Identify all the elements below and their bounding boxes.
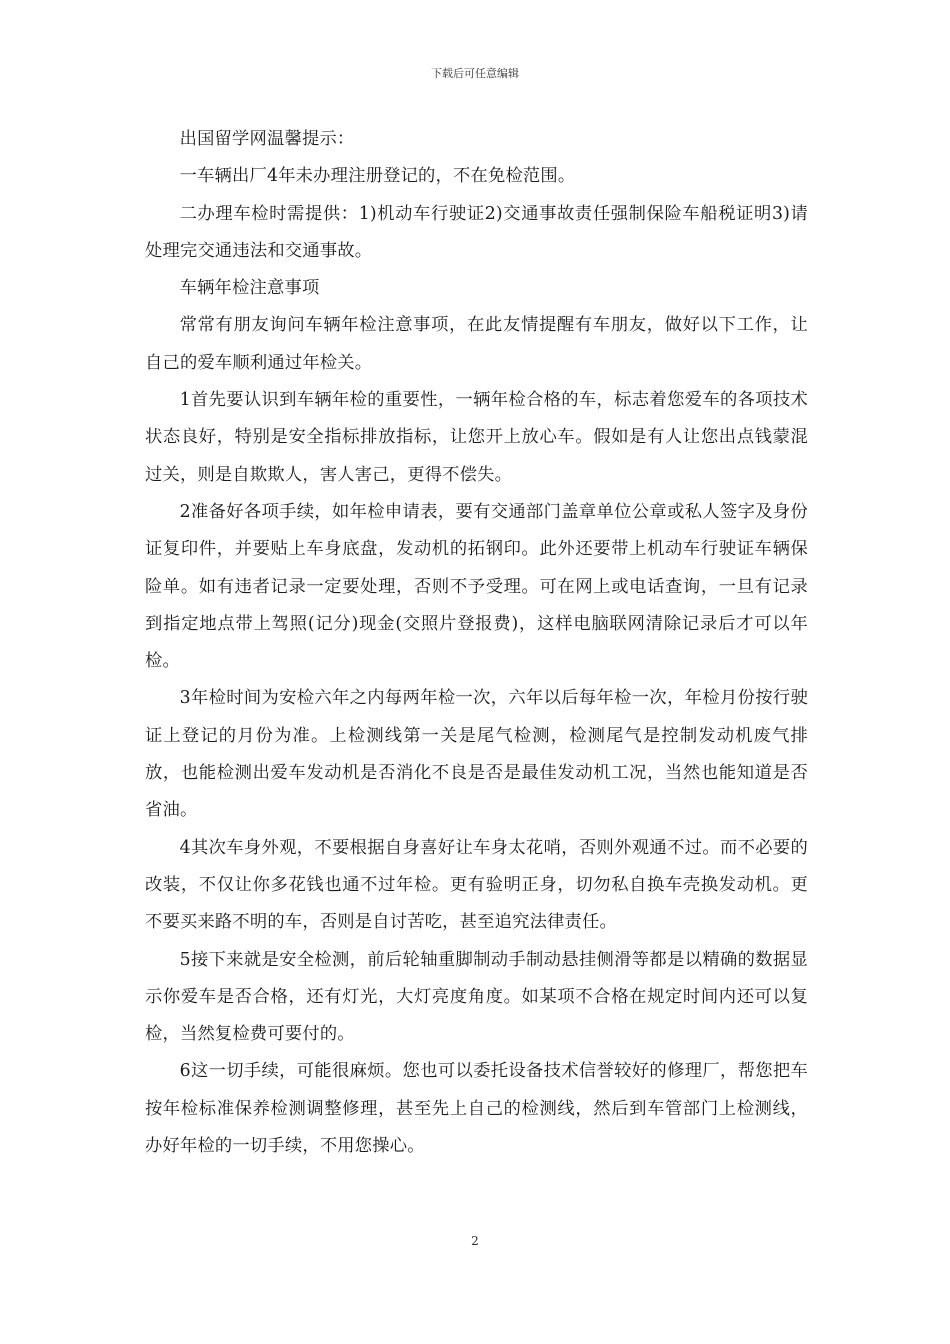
paragraph-item-5: 5接下来就是安全检测，前后轮轴重脚制动手制动悬挂侧滑等都是以精确的数据显示你爱车是否合格，还有灯光，大灯亮度角度。如某项不合格在规定时间内还可以复检，当然复检费可要付的。 — [145, 949, 808, 1045]
paragraph-item-3: 3年检时间为安检六年之内每两年检一次，六年以后每年检一次，年检月份按行驶证上登记的月份为准。上检测线第一关是尾气检测，检测尾气是控制发动机废气排放，也能检测出爱车发动机是否消化不良是否是最佳发动机工况，当然也能知道是否省油。 — [145, 688, 808, 821]
paragraph-item-1: 1首先要认识到车辆年检的重要性，一辆年检合格的车，标志着您爱车的各项技术状态良好，特别是安全指标排放指标，让您开上放心车。假如是有人让您出点钱蒙混过关，则是自欺欺人，害人害己，更得不偿失。 — [145, 390, 808, 485]
paragraph-tip-1: 一车辆出厂4年未办理注册登记的，不在免检范围。 — [179, 166, 576, 187]
section-title: 车辆年检注意事项 — [179, 278, 320, 299]
paragraph-tip-2: 二办理车检时需提供：1)机动车行驶证2)交通事故责任强制保险车船税证明3)请处理完交通违法和交通事故。 — [145, 203, 808, 261]
paragraph-intro: 常常有朋友询问车辆年检注意事项，在此友情提醒有车朋友，做好以下工作，让自己的爱车顺利通过年检关。 — [145, 315, 808, 373]
paragraph-item-6: 6这一切手续，可能很麻烦。您也可以委托设备技术信誉较好的修理厂，帮您把车按年检标准保养检测调整修理，甚至先上自己的检测线，然后到车管部门上检测线，办好年检的一切手续，不用您操心。 — [145, 1061, 808, 1157]
document-body — [145, 121, 808, 1165]
page-header: 下载后可任意编辑 — [431, 67, 519, 80]
paragraph-item-2: 2准备好各项手续，如年检申请表，要有交通部门盖章单位公章或私人签字及身份证复印件，并要贴上车身底盘，发动机的拓钢印。此外还要带上机动车行驶证车辆保险单。如有违者记录一定要处理，否则不予受理。可在网上或电话查询，一旦有记录到指定地点带上驾照(记分)现金(交照片登报费)，这样电脑联网清除记录后才可以年检。 — [145, 501, 808, 672]
page-number: 2 — [471, 1234, 479, 1248]
paragraph-tip-heading: 出国留学网温馨提示： — [179, 129, 355, 149]
paragraph-item-4: 4其次车身外观，不要根据自身喜好让车身太花哨，否则外观通不过。而不必要的改装，不仅让你多花钱也通不过年检。更有验明正身，切勿私自换车壳换发动机。更不要买来路不明的车，否则是自讨苦吃，甚至追究法律责任。 — [145, 837, 808, 933]
